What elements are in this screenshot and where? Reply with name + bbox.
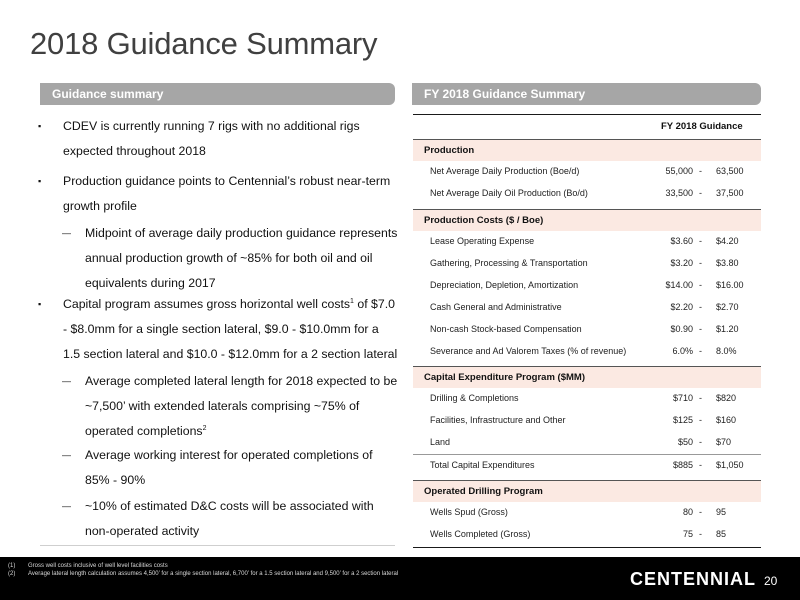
- row-high: $160: [716, 415, 737, 425]
- row-label: Wells Spud (Gross): [430, 507, 508, 517]
- sub-bullet-text: ~10% of estimated D&C costs will be associated with non-operated activity: [85, 499, 374, 538]
- sub-bullet-text: [85, 369, 398, 444]
- row-label: Total Capital Expenditures: [430, 460, 535, 470]
- row-separator: -: [699, 437, 702, 447]
- table-row: [413, 319, 761, 340]
- row-low: 80: [682, 507, 693, 517]
- table-row: [413, 341, 761, 362]
- section-production: Production: [413, 139, 761, 161]
- footnote-ref-1: 1: [350, 297, 354, 305]
- row-label: Severance and Ad Valorem Taxes (% of revenue): [430, 346, 627, 356]
- row-low: $50: [677, 437, 693, 447]
- bullet-text-b: of $7.0 - $8.0mm for a single section lateral, $9.0 - $10.0mm for a 1.5 section lateral and $10.0 - $12.0mm for a 2 section lateral: [63, 297, 398, 361]
- row-low: $14.00: [665, 280, 693, 290]
- row-label: Wells Completed (Gross): [430, 529, 531, 539]
- bullet-text: [63, 292, 398, 367]
- row-separator: -: [699, 529, 702, 539]
- table-bottom-rule: [413, 547, 761, 548]
- row-label: Gathering, Processing & Transportation: [430, 258, 588, 268]
- row-high: $4.20: [716, 236, 739, 246]
- row-separator: -: [699, 302, 702, 312]
- row-high: $1,050: [716, 460, 744, 470]
- sub-bullet-text: Midpoint of average daily production guidance represents annual production growth of ~85% for both oil and oil equivalents during 2017: [85, 226, 398, 290]
- table-top-rule: [413, 114, 761, 115]
- row-high: $1.20: [716, 324, 739, 334]
- row-low: $3.60: [670, 236, 693, 246]
- row-separator: -: [699, 393, 702, 403]
- row-low: $885: [672, 460, 693, 470]
- section-operated-drilling: Operated Drilling Program: [413, 480, 761, 502]
- row-separator: -: [699, 258, 702, 268]
- row-label: Drilling & Completions: [430, 393, 519, 403]
- footer: [0, 557, 800, 600]
- footnote-text: Average lateral length calculation assumes 4,500’ for a single section lateral, 6,700’ for a 1.5 section lateral and 9,500’ for a 2 section lateral: [28, 571, 399, 577]
- bullet-marker: ▪: [38, 176, 42, 186]
- table-row: [413, 253, 761, 274]
- fy2018-summary-header: FY 2018 Guidance Summary: [412, 83, 761, 105]
- guidance-summary-header: Guidance summary: [40, 83, 395, 105]
- sub-bullet-text: Average working interest for operated completions of 85% - 90%: [85, 448, 373, 487]
- footnote-number: (2): [8, 571, 16, 577]
- table-row-total: [413, 454, 761, 476]
- row-label: Cash General and Administrative: [430, 302, 562, 312]
- column-header: FY 2018 Guidance: [661, 121, 743, 132]
- table-row: [413, 231, 761, 252]
- row-high: 8.0%: [716, 346, 737, 356]
- row-label: Non-cash Stock-based Compensation: [430, 324, 582, 334]
- row-separator: -: [699, 324, 702, 334]
- row-label: Lease Operating Expense: [430, 236, 535, 246]
- table-row: [413, 524, 761, 545]
- table-row: [413, 183, 761, 204]
- row-high: $70: [716, 437, 732, 447]
- page-number: 20: [764, 574, 778, 588]
- table-row: [413, 161, 761, 182]
- table-row: [413, 432, 761, 453]
- row-high: 85: [716, 529, 727, 539]
- row-label: Land: [430, 437, 451, 447]
- row-separator: -: [699, 166, 702, 176]
- bullet-marker: ▪: [38, 299, 42, 309]
- row-low: $2.20: [670, 302, 693, 312]
- section-capital-expenditure: Capital Expenditure Program ($MM): [413, 366, 761, 388]
- table-row: [413, 388, 761, 409]
- centennial-logo: CENTENNIAL: [630, 569, 756, 589]
- row-separator: -: [699, 236, 702, 246]
- row-label: Depreciation, Depletion, Amortization: [430, 280, 579, 290]
- row-separator: -: [699, 507, 702, 517]
- footnote-ref-2: 2: [202, 424, 207, 432]
- bullet-text: CDEV is currently running 7 rigs with no additional rigs expected throughout 2018: [63, 119, 360, 158]
- row-low: 75: [682, 529, 693, 539]
- sub-bullet-marker: —: [62, 376, 71, 386]
- row-separator: -: [699, 280, 702, 290]
- row-low: $0.90: [670, 324, 693, 334]
- row-separator: -: [699, 346, 702, 356]
- row-high: 63,500: [716, 166, 744, 176]
- section-production-costs: Production Costs ($ / Boe): [413, 209, 761, 231]
- sub-bullet-marker: —: [62, 228, 71, 238]
- row-label: Net Average Daily Production (Boe/d): [430, 166, 580, 176]
- row-low: $710: [672, 393, 693, 403]
- footnote-text: Gross well costs inclusive of well level facilities costs: [28, 563, 168, 569]
- table-row: [413, 410, 761, 431]
- sub-bullet-marker: —: [62, 501, 71, 511]
- row-high: 95: [716, 507, 727, 517]
- sub-bullet-marker: —: [62, 450, 71, 460]
- table-row: [413, 297, 761, 318]
- page-title: 2018 Guidance Summary: [30, 26, 378, 61]
- bullet-text: Production guidance points to Centennial’s robust near-term growth profile: [63, 174, 391, 213]
- row-low: 6.0%: [672, 346, 693, 356]
- row-separator: -: [699, 415, 702, 425]
- table-row: [413, 502, 761, 523]
- row-separator: -: [699, 188, 702, 198]
- left-divider: [40, 545, 395, 546]
- row-high: $2.70: [716, 302, 739, 312]
- bullet-marker: ▪: [38, 121, 42, 131]
- row-label: Net Average Daily Oil Production (Bo/d): [430, 188, 588, 198]
- row-high: $16.00: [716, 280, 744, 290]
- row-low: $3.20: [670, 258, 693, 268]
- bullet-text-a: Capital program assumes gross horizontal well costs: [63, 297, 351, 311]
- footnote-number: (1): [8, 563, 16, 569]
- row-label: Facilities, Infrastructure and Other: [430, 415, 566, 425]
- row-high: $3.80: [716, 258, 739, 268]
- row-low: $125: [672, 415, 693, 425]
- table-row: [413, 275, 761, 296]
- row-low: 55,000: [665, 166, 693, 176]
- row-high: 37,500: [716, 188, 744, 198]
- sub-bullet-text-main: Average completed lateral length for 2018 expected to be ~7,500’ with extended laterals comprising ~75% of operated completions: [85, 374, 398, 438]
- row-separator: -: [699, 460, 702, 470]
- row-high: $820: [716, 393, 737, 403]
- row-low: 33,500: [665, 188, 693, 198]
